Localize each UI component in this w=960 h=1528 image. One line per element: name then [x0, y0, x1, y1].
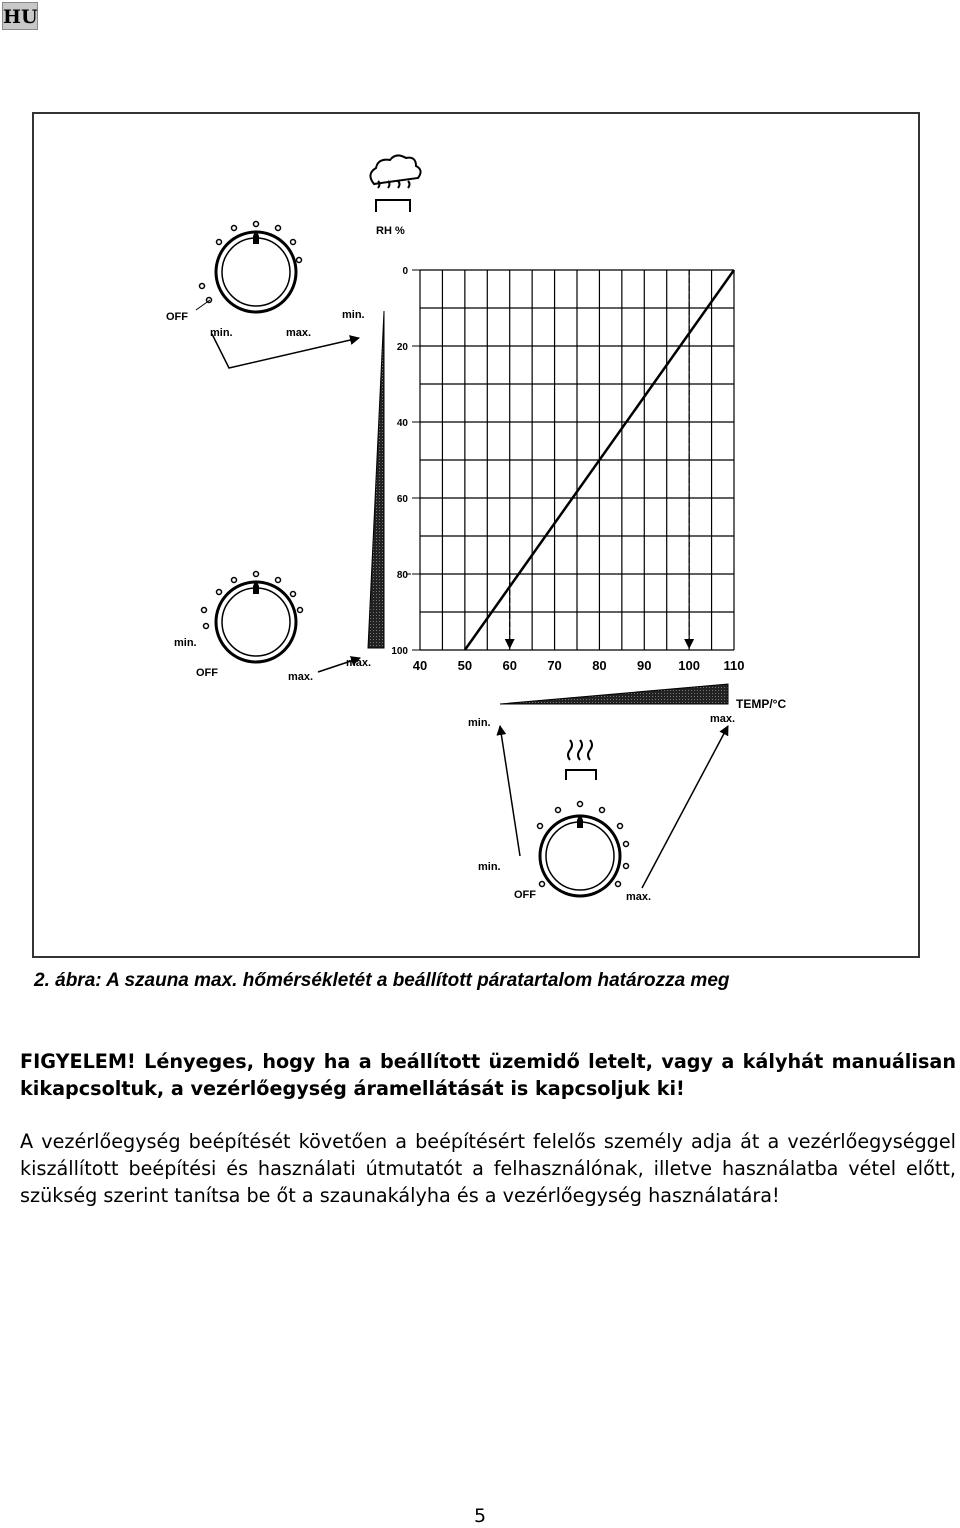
rh-tick-label: 40	[396, 418, 408, 429]
temp-axis-label: TEMP/°C	[736, 697, 787, 711]
humidity-dial	[166, 222, 359, 369]
temperature-wedge	[500, 684, 728, 704]
dial1-off-label: OFF	[166, 311, 188, 323]
temp-tick-label: 80	[592, 658, 607, 673]
rh-tick-labels	[391, 266, 420, 657]
rh-tick-label: 20	[396, 342, 408, 353]
dial1-min-label: min.	[210, 327, 233, 339]
warning-text: FIGYELEM! Lényeges, hogy ha a beállított üzemidő letelt, vagy a kályhát manuálisan kikapcsoltuk, a vezérlőegység áramellátását is kapcsoljuk ki!	[20, 1050, 956, 1100]
temp-tick-label: 60	[502, 658, 517, 673]
sauna-control-diagram	[34, 114, 918, 956]
dial3-min-label: min.	[478, 861, 501, 873]
temp-wedge-min-label: min.	[468, 717, 491, 729]
chart-grid	[420, 270, 734, 650]
rh-tick-label: 100	[391, 646, 408, 657]
rh-tick-label: 0	[402, 266, 408, 277]
dial1-max-label: max.	[286, 327, 312, 339]
temp-tick-label: 90	[637, 658, 652, 673]
temp-tick-label: 50	[457, 658, 473, 673]
dial2-max-label: max.	[288, 671, 314, 683]
figure-caption: 2. ábra: A szauna max. hőmérsékletét a beállított páratartalom határozza meg	[34, 970, 730, 991]
figure-frame	[32, 112, 920, 958]
body-paragraph: A vezérlőegység beépítését követően a beépítésért felelős személy adja át a vezérlőegységgel kiszállított beépítési és használati útmutatót a felhasználónak, illetve használatba vétel előtt, szükség szerint tanítsa be őt a szaunakályha és a vezérlőegység használatára!	[20, 1130, 956, 1207]
dial3-off-label: OFF	[514, 889, 536, 901]
language-badge: HU	[2, 2, 38, 30]
temp-tick-label: 110	[723, 658, 745, 673]
temp-tick-labels	[413, 658, 745, 673]
rh-label: RH %	[376, 225, 405, 237]
dial2-off-label: OFF	[196, 667, 218, 679]
temp-tick-label: 70	[547, 658, 562, 673]
rh-tick-label: 60	[396, 494, 408, 505]
temp-wedge-max-label: max.	[710, 713, 736, 725]
temp-tick-label: 100	[678, 658, 700, 673]
heater-icon	[566, 740, 596, 780]
page-number: 5	[473, 1505, 487, 1527]
wedge-min-label: min.	[342, 309, 365, 321]
temp-tick-label: 40	[412, 658, 428, 673]
dial2-min-label: min.	[174, 637, 197, 649]
dial3-max-label: max.	[626, 891, 652, 903]
temperature-dial	[478, 726, 728, 903]
left-dial	[174, 572, 360, 684]
humidity-icon	[370, 155, 420, 212]
humidity-wedge	[368, 311, 384, 648]
rh-tick-label: 80	[396, 570, 408, 581]
wedge-max-label: max.	[346, 657, 372, 669]
